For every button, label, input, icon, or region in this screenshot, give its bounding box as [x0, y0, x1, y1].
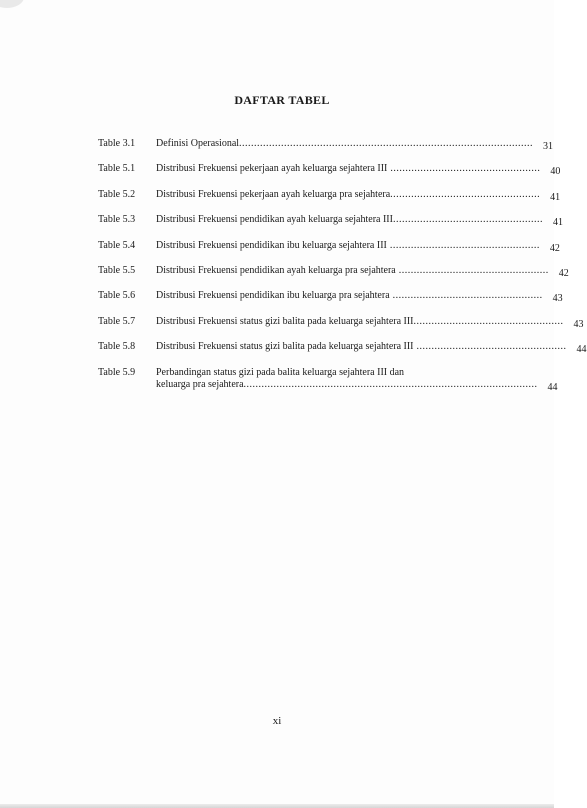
- toc-entry-text: Distribusi Frekuensi pendidikan ibu keluarga sejahtera III ..................................................: [156, 239, 540, 251]
- toc-entry-label: Table 3.1: [98, 138, 136, 149]
- toc-entry-page: 42: [558, 267, 569, 279]
- toc-entry-text: Distribusi Frekuensi pendidikan ayah keluarga pra sejahtera ..................................................: [156, 264, 549, 276]
- toc-entry-label: Table 5.8: [98, 341, 136, 353]
- toc-entry: [98, 214, 563, 239]
- toc-entry: [98, 290, 563, 315]
- toc-entry-page: 40: [550, 166, 561, 178]
- toc-entry-page: 43: [573, 318, 584, 330]
- toc-entry-label: Table 5.5: [98, 264, 136, 276]
- toc-entry-label: Table 5.2: [98, 188, 136, 200]
- toc-entry: [98, 239, 560, 265]
- toc-entry-text: Definisi Operasional..................................................................................................: [156, 138, 534, 149]
- toc-entry: [98, 188, 561, 214]
- toc-entry: [98, 163, 561, 188]
- toc-entry: [98, 264, 569, 290]
- toc-entry-page: 44: [576, 344, 587, 356]
- toc-entry-page: 31: [543, 141, 554, 152]
- page-title: DAFTAR TABEL: [234, 93, 330, 107]
- toc-entry-text: Distribusi Frekuensi pekerjaan ayah keluarga pra sejahtera..................................................: [156, 188, 541, 200]
- toc-entry-label: Table 5.7: [98, 315, 136, 327]
- page-number: xi: [272, 715, 282, 727]
- toc-entry-text: Distribusi Frekuensi pekerjaan ayah keluarga sejahtera III ..................................................: [156, 163, 541, 175]
- toc-entry-text: Distribusi Frekuensi pendidikan ayah keluarga sejahtera III..................................................: [156, 214, 543, 226]
- toc-entry: [98, 341, 587, 366]
- toc-entry-text: Distribusi Frekuensi status gizi balita pada keluarga sejahtera III..................................................: [156, 315, 564, 327]
- toc-entry-text: Distribusi Frekuensi pendidikan ibu keluarga pra sejahtera ..................................................: [156, 290, 543, 302]
- toc-entry-page: 41: [552, 217, 563, 229]
- toc-entry: [98, 138, 554, 163]
- toc-entry-page: 42: [549, 242, 560, 254]
- toc-entry-label: Table 5.9: [98, 366, 136, 378]
- toc-entry-text: Distribusi Frekuensi status gizi balita pada keluarga sejahtera III ..................................................: [156, 341, 567, 353]
- scan-bottom-edge: [0, 804, 554, 808]
- scan-corner-mark: [0, 0, 24, 8]
- toc-entry: [98, 366, 558, 407]
- toc-entry-label: Table 5.6: [98, 290, 136, 302]
- toc-entry-label: Table 5.1: [98, 163, 136, 175]
- toc-entry-label: Table 5.3: [98, 214, 136, 226]
- toc-entry-page: 43: [552, 293, 563, 305]
- toc-entry-label: Table 5.4: [98, 239, 136, 251]
- table-of-tables: [98, 138, 587, 407]
- toc-entry-text: Perbandingan status gizi pada balita keluarga sejahtera III dan keluarga pra sejahtera..................................................................................................: [156, 366, 538, 390]
- toc-entry-page: 44: [547, 381, 558, 393]
- toc-entry-page: 41: [550, 191, 561, 203]
- toc-entry: [98, 315, 584, 341]
